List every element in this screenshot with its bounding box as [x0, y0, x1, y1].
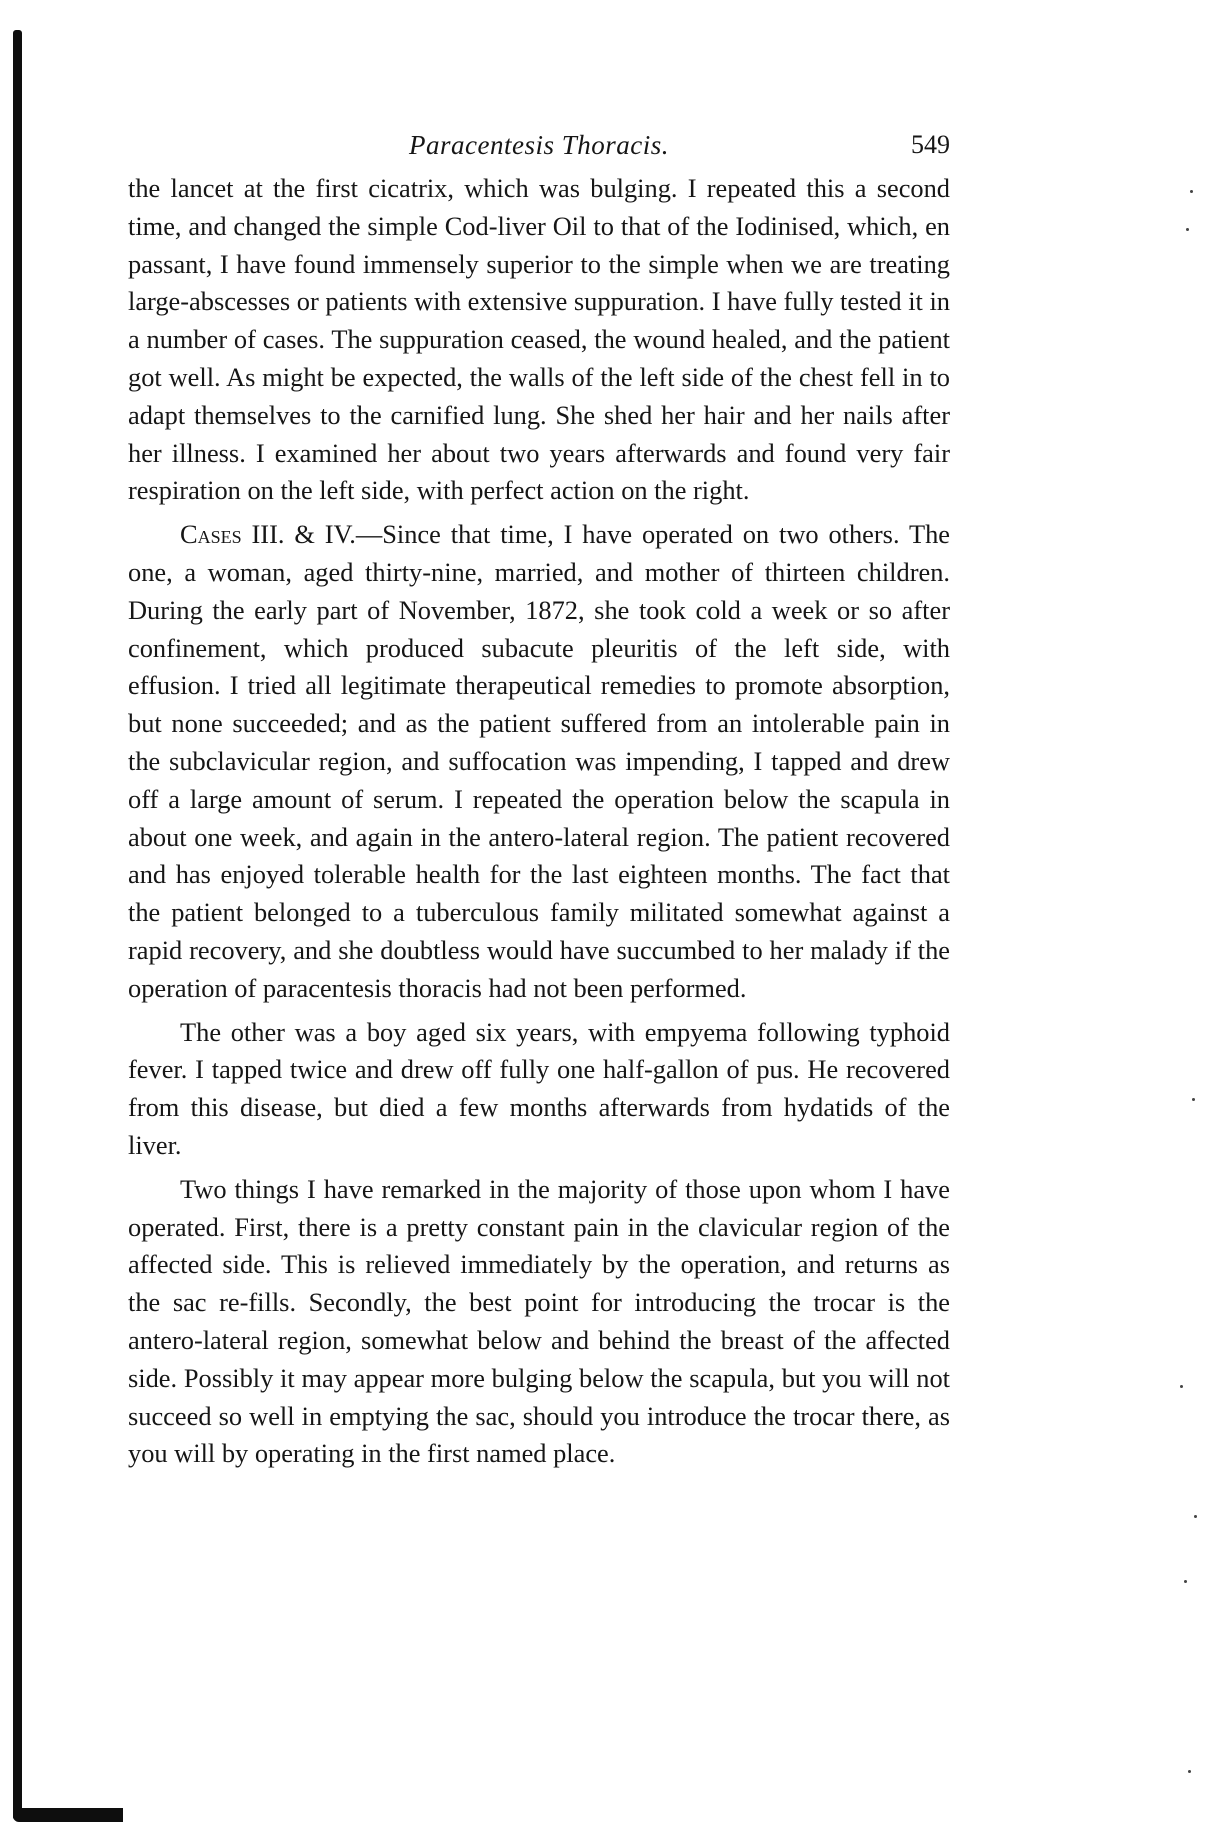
running-title: Paracentesis Thoracis. [409, 130, 669, 160]
scan-speck [1186, 228, 1189, 231]
book-page [128, 120, 950, 1473]
scan-speck [1188, 1770, 1191, 1773]
scan-speck [1180, 1385, 1183, 1388]
scan-speck [1184, 1580, 1187, 1583]
case-heading: Cases III. & IV. [180, 519, 356, 550]
page-number: 549 [911, 130, 950, 159]
scan-speck [1190, 190, 1193, 193]
paragraph-boy-case: The other was a boy aged six years, with empyema following typhoid fever. I tapped twice and drew off fully one half-gallon of pus. He recovered from this disease, but died a few months afterwards from hydatids of the liver. [128, 1016, 950, 1160]
body-text [128, 170, 950, 1473]
binding-shadow-line [13, 30, 22, 1820]
paragraph-continuation: the lancet at the first cicatrix, which was bulging. I repeated this a second time, and changed the simple Cod-liver Oil to that of the Iodinised, which, en passant, I have found immensely superior to the simple when we are treating large-abscesses or patients with extensive suppuration. I have fully tested it in a number of cases. The suppuration ceased, the wound healed, and the patient got well. As might be expected, the walls of the left side of the chest fell in to adapt themselves to the carnified lung. She shed her hair and her nails after her illness. I examined her about two years afterwards and found very fair respiration on the left side, with perfect action on the right. [128, 173, 950, 506]
scan-speck [1194, 1515, 1197, 1518]
binding-shadow-foot [13, 1808, 123, 1822]
paragraph-two-things: Two things I have remarked in the majority of those upon whom I have operated. First, there is a pretty constant pain in the clavicular region of the affected side. This is relieved immediately by the operation, and returns as the sac re-fills. Secondly, the best point for introducing the trocar is the antero-lateral region, somewhat below and behind the breast of the affected side. Possibly it may appear more bulging below the scapula, but you will not succeed so well in emptying the sac, should you introduce the trocar there, as you will by operating in the first named place. [128, 1173, 950, 1469]
paragraph-cases-iii-iv-text: —Since that time, I have operated on two others. The one, a woman, aged thirty-nine, married, and mother of thirteen children. During the early part of November, 1872, she took cold a week or so after confinement, which produced subacute pleuritis of the left side, with effusion. I tried all legitimate therapeutical remedies to promote absorption, but none succeeded; and as the patient suffered from an intolerable pain in the subclavicular region, and suffocation was impending, I tapped and drew off a large amount of serum. I repeated the operation below the scapula in about one week, and again in the antero-lateral region. The patient recovered and has enjoyed tolerable health for the last eighteen months. The fact that the patient belonged to a tuberculous family militated somewhat against a rapid recovery, and she doubtless would have succumbed to her malady if the operation of paracentesis thoracis had not been performed. [128, 519, 950, 1003]
paragraph-cases-iii-iv [128, 516, 950, 1007]
running-head [128, 120, 950, 170]
scan-speck [1192, 1098, 1195, 1101]
book-binding-edge [0, 0, 38, 1842]
